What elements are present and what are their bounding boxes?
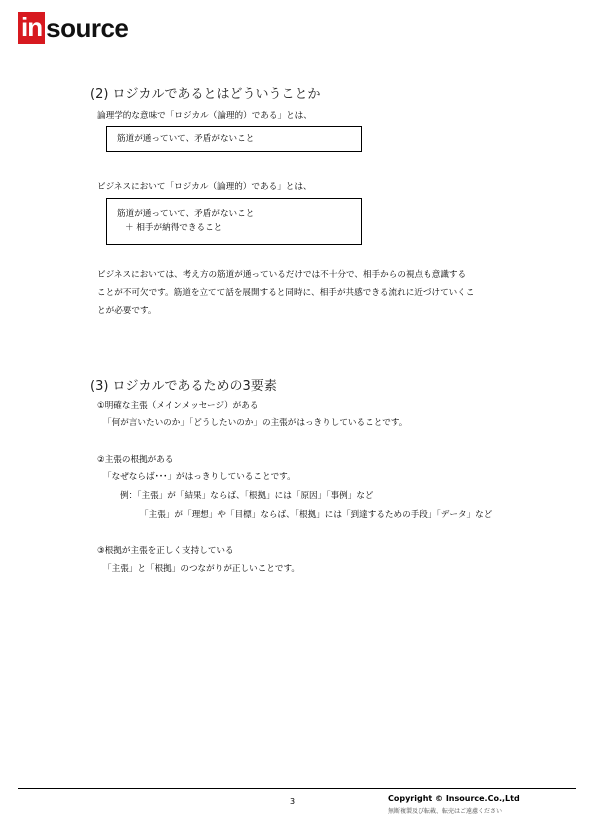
element-3-body: 「主張」と「根拠」のつながりが正しいことです。 xyxy=(103,564,300,574)
section-2-heading: (2) ロジカルであるとはどういうことか xyxy=(90,87,321,102)
section-2-paragraph xyxy=(97,266,474,320)
definition-box-logic-line: 筋道が通っていて、矛盾がないこと xyxy=(117,134,255,144)
definition-box-logic xyxy=(106,126,362,152)
logo-in-mark: in xyxy=(18,12,45,44)
element-2-example-2: 「主張」が「理想」や「目標」ならば、「根拠」には「到達するための手段」「データ」など xyxy=(140,510,493,520)
element-2-example-1: 例：「主張」が「結果」ならば、「根拠」には「原因」「事例」など xyxy=(120,491,374,501)
section-2-intro-logic: 論理学的な意味で「ロジカル（論理的）である」とは、 xyxy=(97,111,312,121)
element-1-body: 「何が言いたいのか」「どうしたいのか」の主張がはっきりしていることです。 xyxy=(103,418,408,428)
element-3-title: ③根拠が主張を正しく支持している xyxy=(97,546,234,556)
section-3-heading: (3) ロジカルであるための3要素 xyxy=(90,379,277,394)
definition-box-business-line-2: ＋ 相手が納得できること xyxy=(125,223,223,233)
section-2-intro-business: ビジネスにおいて「ロジカル（論理的）である」とは、 xyxy=(97,182,312,192)
reproduction-notice: 無断複製及び転載、転売はご遠慮ください xyxy=(388,808,503,815)
element-2-title: ②主張の根拠がある xyxy=(97,455,174,465)
definition-box-business xyxy=(106,198,362,245)
footer-divider xyxy=(18,788,576,789)
insource-logo xyxy=(18,12,128,44)
logo-wordmark: source xyxy=(46,13,129,43)
paragraph-line-2: ことが不可欠です。筋道を立てて話を展開すると同時に、相手が共感できる流れに近づけていくこ xyxy=(97,288,475,298)
element-1-title: ①明確な主張（メインメッセージ）がある xyxy=(97,401,259,411)
element-2-body: 「なぜならば･･･」がはっきりしていることです。 xyxy=(103,472,296,482)
copyright-text: Copyright © Insource.Co.,Ltd xyxy=(388,794,520,803)
paragraph-line-1: ビジネスにおいては、考え方の筋道が通っているだけでは不十分で、相手からの視点も意識する xyxy=(97,270,467,280)
definition-box-business-line-1: 筋道が通っていて、矛盾がないこと xyxy=(117,209,255,219)
paragraph-line-3: とが必要です。 xyxy=(97,306,157,316)
page-number: 3 xyxy=(290,797,296,806)
